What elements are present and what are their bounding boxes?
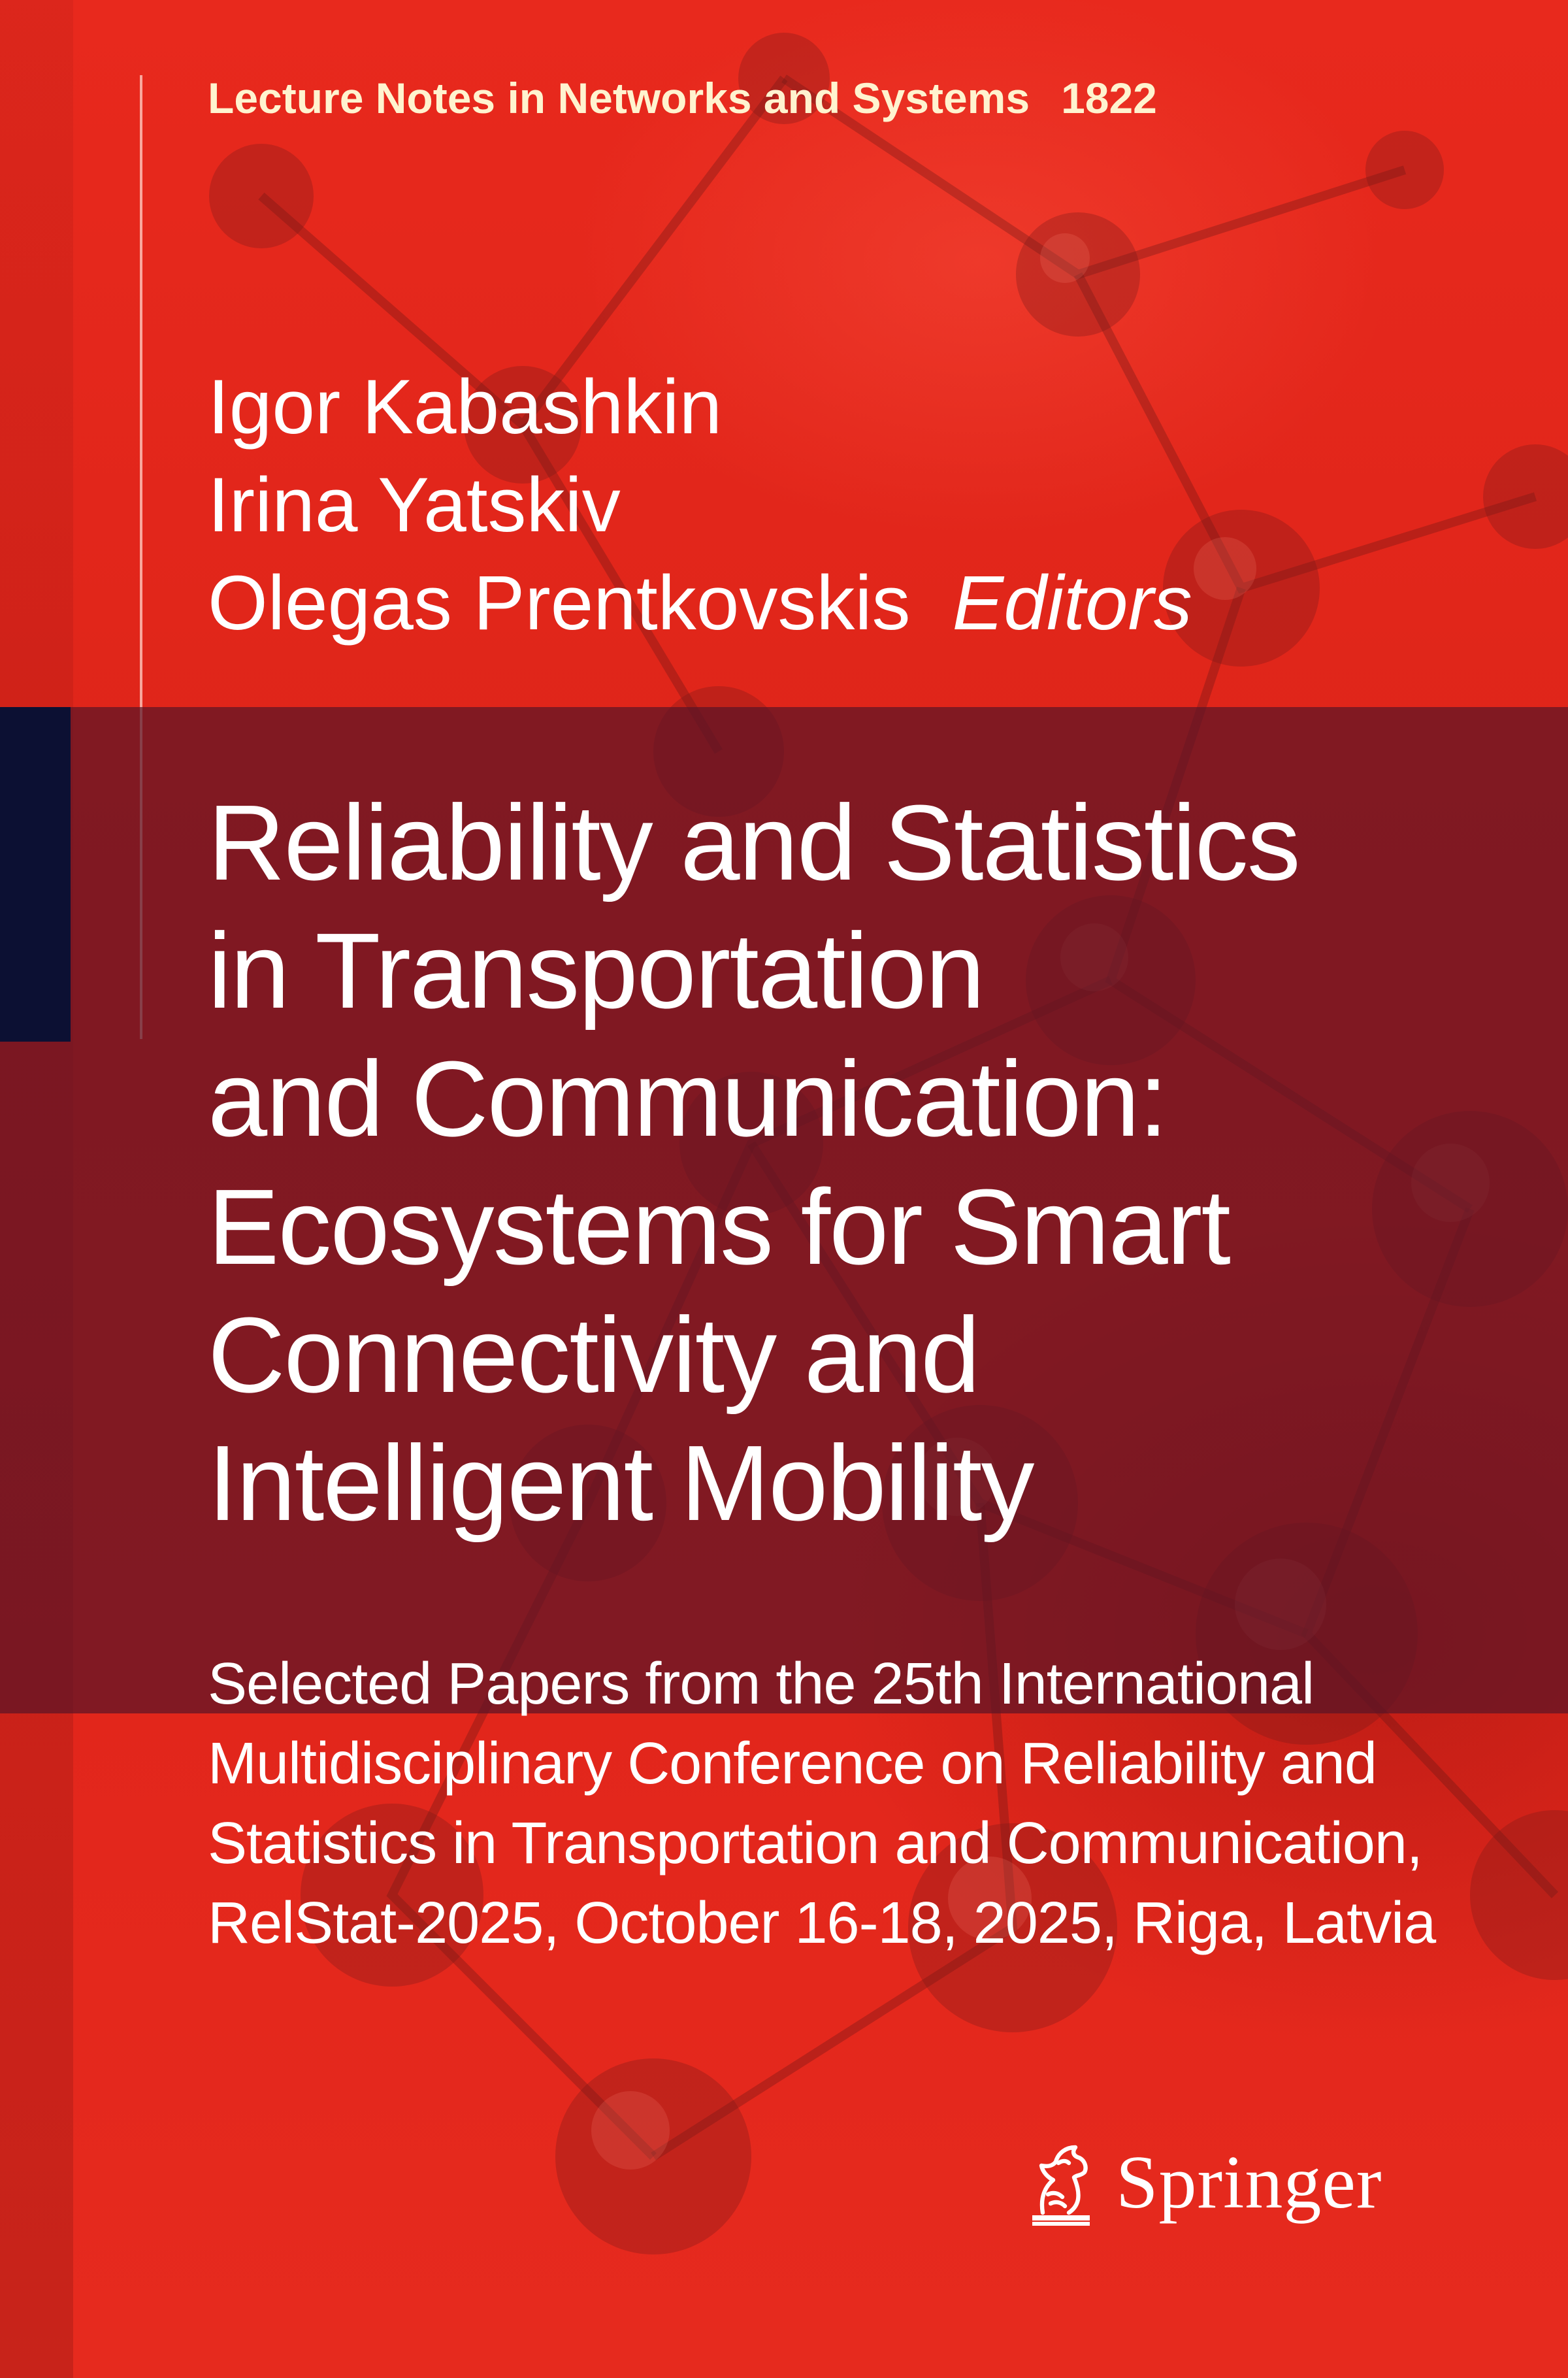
editors-label: Editors bbox=[952, 560, 1192, 646]
title-line: and Communication: bbox=[208, 1039, 1168, 1159]
publisher-logo bbox=[1019, 2137, 1382, 2228]
springer-horse-icon bbox=[1019, 2137, 1103, 2228]
publisher-name: Springer bbox=[1116, 2140, 1382, 2224]
title-line: Connectivity and bbox=[208, 1295, 979, 1415]
title-line: Ecosystems for Smart bbox=[208, 1167, 1230, 1287]
title-band-tab bbox=[0, 707, 71, 1042]
series-name: Lecture Notes in Networks and Systems bbox=[208, 74, 1030, 122]
subtitle-line: Multidisciplinary Conference on Reliability and bbox=[208, 1731, 1377, 1796]
editor-name: Olegas Prentkovskis bbox=[208, 560, 911, 646]
editor-name-with-label bbox=[208, 554, 1192, 652]
editor-name: Irina Yatskiv bbox=[208, 462, 621, 548]
title-line: Intelligent Mobility bbox=[208, 1423, 1034, 1543]
series-number: 1822 bbox=[1061, 74, 1157, 122]
book-subtitle bbox=[208, 1644, 1527, 1963]
title-line: in Transportation bbox=[208, 911, 984, 1031]
series-header bbox=[208, 73, 1157, 123]
subtitle-line: Selected Papers from the 25th International bbox=[208, 1651, 1315, 1717]
editor-name: Igor Kabashkin bbox=[208, 364, 723, 450]
book-title bbox=[208, 779, 1527, 1547]
title-line: Reliability and Statistics bbox=[208, 783, 1299, 902]
editors-block bbox=[208, 358, 1192, 652]
subtitle-line: Statistics in Transportation and Communication, bbox=[208, 1811, 1422, 1876]
subtitle-line: RelStat-2025, October 16-18, 2025, Riga, Latvia bbox=[208, 1891, 1436, 1956]
